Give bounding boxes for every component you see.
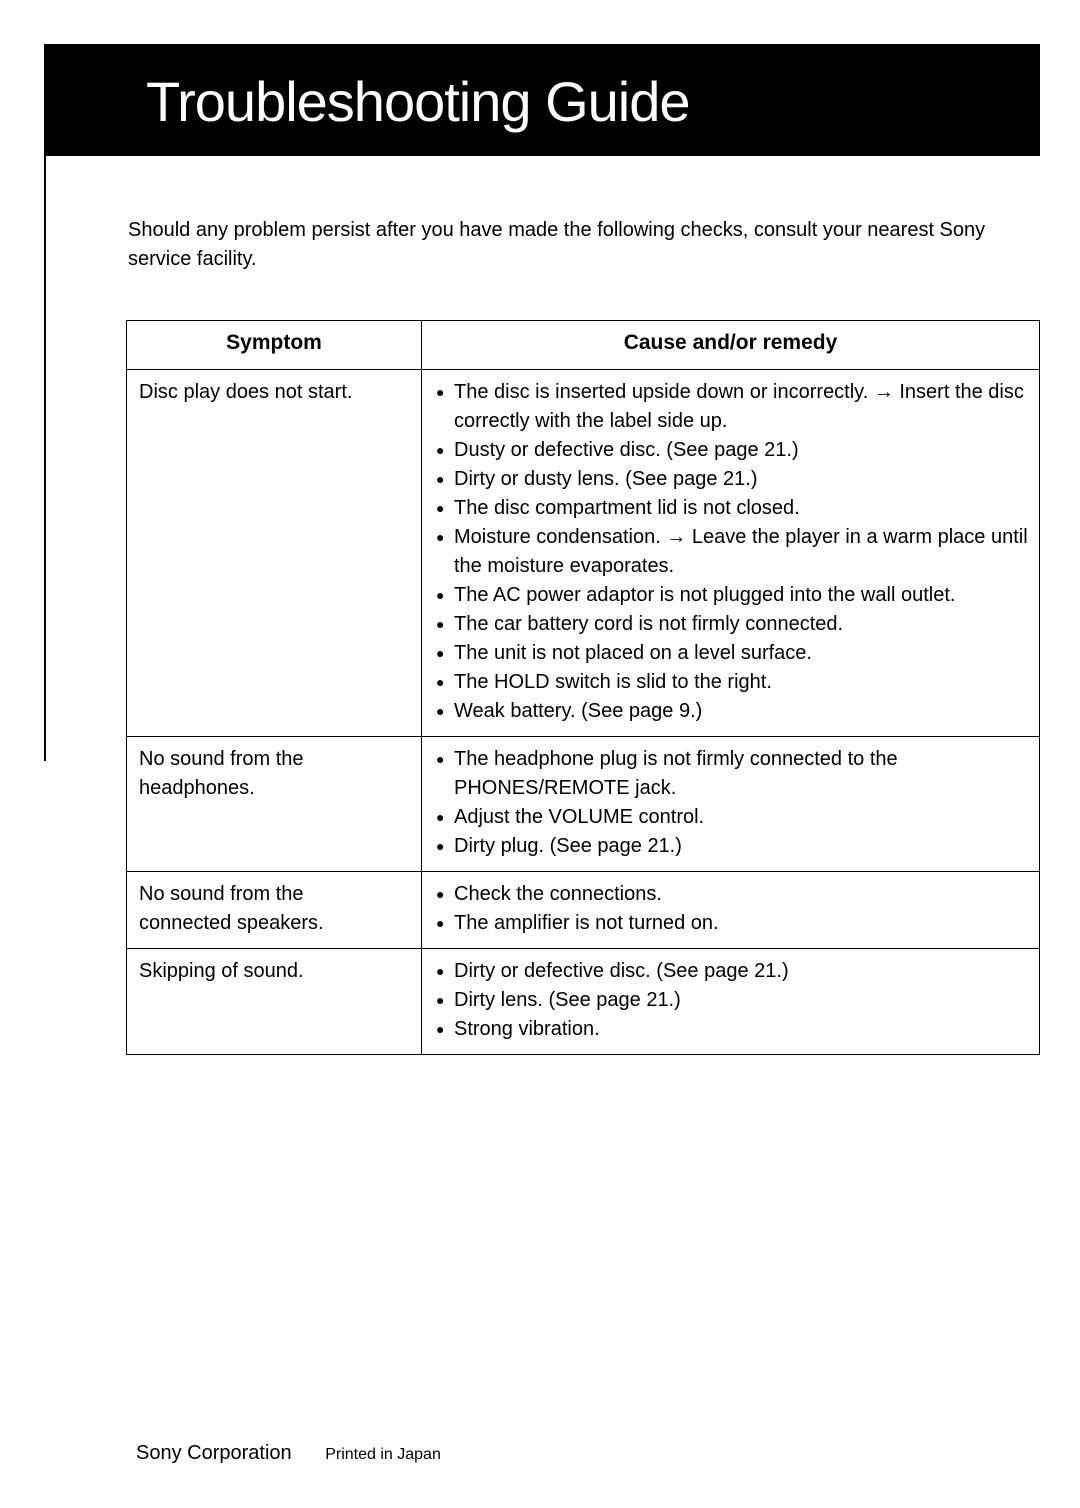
cause-text: The disc compartment lid is not closed. <box>454 497 800 519</box>
page-title: Troubleshooting Guide <box>146 70 690 133</box>
list-item <box>432 832 1029 861</box>
cause-text: Weak battery. (See page 9.) <box>454 700 703 722</box>
cause-text: Strong vibration. <box>454 1018 600 1040</box>
list-item <box>432 465 1029 494</box>
cause-cell <box>422 949 1040 1055</box>
bullet-icon: ● <box>436 703 445 719</box>
list-item <box>432 581 1029 610</box>
left-margin-rule <box>44 156 46 761</box>
list-item <box>432 957 1029 986</box>
list-item <box>432 668 1029 697</box>
table-row <box>127 872 1040 949</box>
intro-paragraph: Should any problem persist after you have made the following checks, consult your nearest Sony service facility. <box>128 219 986 270</box>
list-item <box>432 494 1029 523</box>
cause-text: The headphone plug is not firmly connected to the PHONES/REMOTE jack. <box>454 748 898 799</box>
footer-company: Sony Corporation <box>136 1442 292 1464</box>
list-item <box>432 909 1029 938</box>
cause-cell <box>422 737 1040 872</box>
cause-text: The disc is inserted upside down or incorrectly. → Insert the disc correctly with the label side up. <box>454 381 1024 432</box>
cause-text: The AC power adaptor is not plugged into the wall outlet. <box>454 584 956 606</box>
cause-text: The unit is not placed on a level surface. <box>454 642 812 664</box>
list-item <box>432 378 1029 436</box>
list-item <box>432 610 1029 639</box>
cause-cell <box>422 370 1040 737</box>
bullet-icon: ● <box>436 442 445 458</box>
symptom-cell <box>127 370 422 737</box>
table-row <box>127 737 1040 872</box>
column-header-cause: Cause and/or remedy <box>422 321 1040 370</box>
cause-text: Check the connections. <box>454 883 662 905</box>
cause-text: Moisture condensation. → Leave the player in a warm place until the moisture evaporates. <box>454 526 1028 577</box>
column-header-symptom: Symptom <box>127 321 422 370</box>
symptom-text: Disc play does not start. <box>139 381 353 403</box>
list-item <box>432 745 1029 803</box>
list-item <box>432 523 1029 581</box>
cause-text: Dirty or defective disc. (See page 21.) <box>454 960 789 982</box>
table-row <box>127 949 1040 1055</box>
cause-text: Dusty or defective disc. (See page 21.) <box>454 439 799 461</box>
table-body <box>127 370 1040 1055</box>
cause-text: Dirty plug. (See page 21.) <box>454 835 682 857</box>
bullet-icon: ● <box>436 384 445 400</box>
cause-text: Dirty or dusty lens. (See page 21.) <box>454 468 758 490</box>
bullet-icon: ● <box>436 674 445 690</box>
cause-list <box>432 378 1029 726</box>
list-item <box>432 986 1029 1015</box>
symptom-text: No sound from the connected speakers. <box>139 883 324 934</box>
cause-text: The car battery cord is not firmly connected. <box>454 613 844 635</box>
bullet-icon: ● <box>436 587 445 603</box>
bullet-icon: ● <box>436 886 445 902</box>
cause-text: Adjust the VOLUME control. <box>454 806 705 828</box>
bullet-icon: ● <box>436 645 445 661</box>
cause-list <box>432 880 1029 938</box>
list-item <box>432 880 1029 909</box>
bullet-icon: ● <box>436 963 445 979</box>
bullet-icon: ● <box>436 471 445 487</box>
bullet-icon: ● <box>436 915 445 931</box>
bullet-icon: ● <box>436 500 445 516</box>
symptom-cell <box>127 737 422 872</box>
list-item <box>432 436 1029 465</box>
table-header-row <box>127 321 1040 370</box>
list-item <box>432 1015 1029 1044</box>
list-item <box>432 639 1029 668</box>
cause-cell <box>422 872 1040 949</box>
bullet-icon: ● <box>436 616 445 632</box>
list-item <box>432 697 1029 726</box>
title-bar <box>44 44 1040 156</box>
cause-text: The amplifier is not turned on. <box>454 912 719 934</box>
bullet-icon: ● <box>436 1021 445 1037</box>
symptom-text: Skipping of sound. <box>139 960 304 982</box>
bullet-icon: ● <box>436 809 445 825</box>
symptom-cell <box>127 949 422 1055</box>
symptom-text: No sound from the headphones. <box>139 748 304 799</box>
table-row <box>127 370 1040 737</box>
list-item <box>432 803 1029 832</box>
bullet-icon: ● <box>436 838 445 854</box>
cause-list <box>432 745 1029 861</box>
bullet-icon: ● <box>436 992 445 1008</box>
cause-text: The HOLD switch is slid to the right. <box>454 671 772 693</box>
troubleshooting-table <box>126 320 1040 1055</box>
bullet-icon: ● <box>436 529 445 545</box>
bullet-icon: ● <box>436 751 445 767</box>
footer <box>136 1442 441 1465</box>
cause-text: Dirty lens. (See page 21.) <box>454 989 681 1011</box>
footer-printed-in: Printed in Japan <box>325 1446 441 1463</box>
symptom-cell <box>127 872 422 949</box>
cause-list <box>432 957 1029 1044</box>
